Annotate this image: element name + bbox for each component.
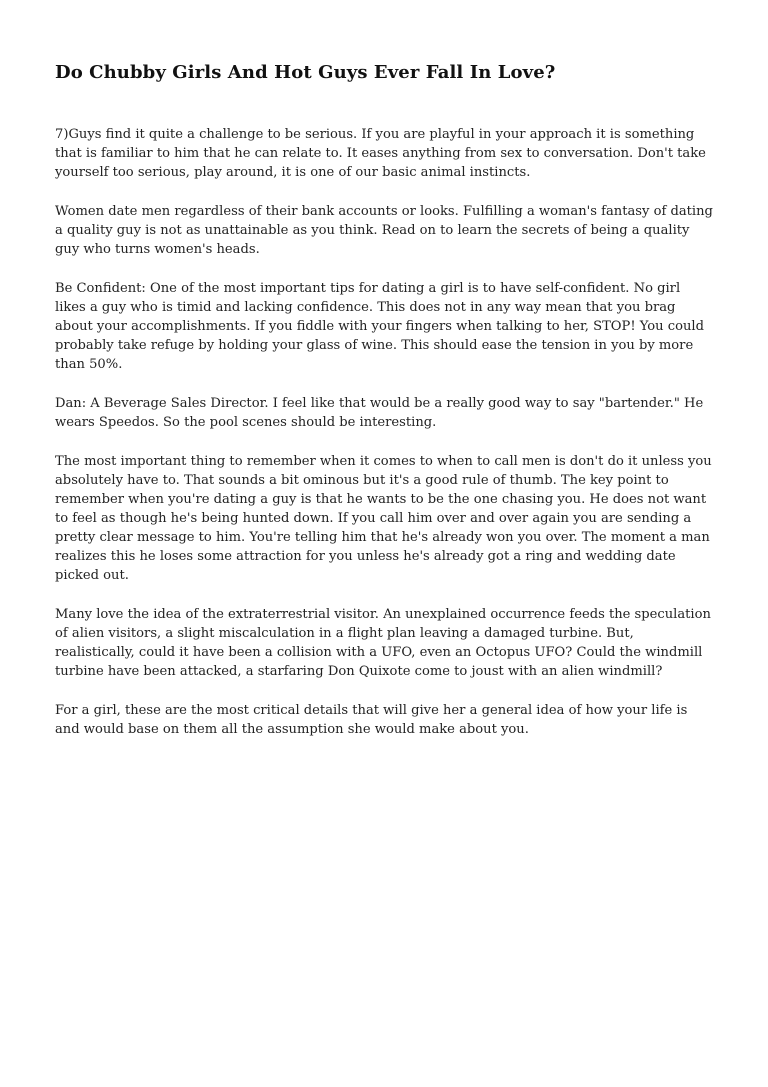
- paragraph-2: Women date men regardless of their bank accounts or looks. Fulfilling a woman's fantasy of dating a quality guy is not as unattainable as you think. Read on to learn the secrets of being a quality guy who turns women's heads.: [55, 204, 713, 257]
- paragraph-7: For a girl, these are the most critical details that will give her a general idea of how your life is and would base on them all the assumption she would make about you.: [55, 703, 688, 737]
- paragraph-6: Many love the idea of the extraterrestrial visitor. An unexplained occurrence feeds the speculation of alien visitors, a slight miscalculation in a flight plan leaving a damaged turbine. But, realistically, could it have been a collision with a UFO, even an Octopus UFO? Could the windmill turbine have been attacked, a starfaring Don Quixote come to joust with an alien windmill?: [55, 607, 711, 679]
- paragraph-5: The most important thing to remember when it comes to when to call men is don't do it unless you absolutely have to. That sounds a bit ominous but it's a good rule of thumb. The key point to remember when you're dating a guy is that he wants to be the one chasing you. He does not want to feel as though he's being hunted down. If you call him over and over again you are sending a pretty clear message to him. You're telling him that he's already won you over. The moment a man realizes this he loses some attraction for you unless he's already got a ring and wedding date picked out.: [55, 454, 712, 583]
- paragraph-1: 7)Guys find it quite a challenge to be serious. If you are playful in your approach it is something that is familiar to him that he can relate to. It eases anything from sex to conversation. Don't take yourself too serious, play around, it is one of our basic animal instincts.: [55, 127, 706, 180]
- paragraph-4: Dan: A Beverage Sales Director. I feel like that would be a really good way to say "bartender." He wears Speedos. So the pool scenes should be interesting.: [55, 396, 704, 430]
- document-title: Do Chubby Girls And Hot Guys Ever Fall In Love?: [55, 62, 556, 83]
- paragraph-3: Be Confident: One of the most important tips for dating a girl is to have self-confident. No girl likes a guy who is timid and lacking confidence. This does not in any way mean that you brag about your accomplishments. If you fiddle with your fingers when talking to her, STOP! You could probably take refuge by holding your glass of wine. This should ease the tension in you by more than 50%.: [55, 281, 704, 372]
- document-page: [55, 58, 715, 759]
